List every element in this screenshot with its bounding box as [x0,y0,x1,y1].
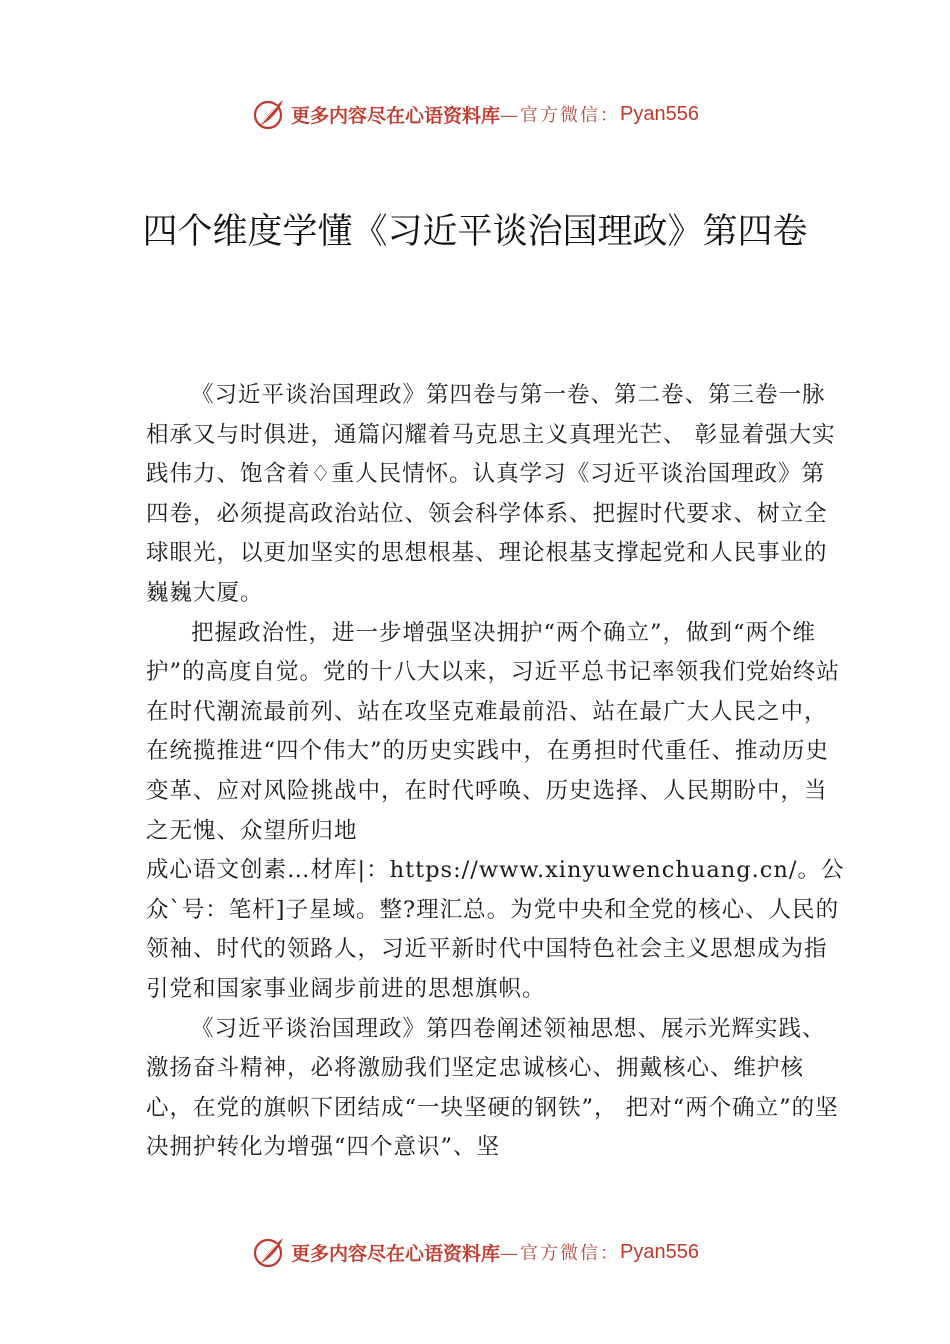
watermark-sub-text: —官方微信： [500,1243,621,1264]
feather-logo-icon [251,96,287,132]
paragraph-2: 把握政治性，进一步增强坚决拥护“两个确立”，做到“两个维护”的高度自觉。党的十八大以来，习近平总书记率领我们党始终站在时代潮流最前列、站在攻坚克难最前沿、站在最广大人民之中，在统揽推进“四个伟大”的历史实践中，在勇担时代重任、推动历史变革、应对风险挑战中，在时代呼唤、历史选择、人民期盼中，当之无愧、众望所归地 [146,619,841,844]
watermark-main-text: 更多内容尽在心语资料库 [291,104,501,127]
paragraph-3: 成心语文创素…材库|：https://www.xinyuwenchuang.cn/。公众`号：笔杆]子星域。整?理汇总。为党中央和全党的核心、人民的领袖、时代的领路人，习近平新时代中国特色社会主义思想成为指引党和国家事业阔步前进的思想旗帜。 [146,857,845,1002]
document-body [146,376,846,1168]
watermark-sub-text: —官方微信： [500,105,621,126]
paragraph-1: 《习近平谈治国理政》第四卷与第一卷、第二卷、第三卷一脉相承又与时俱进，通篇闪耀着马克思主义真理光芒、 彰显着强大实践伟力、饱含着♢重人民情怀。认真学习《习近平谈治国理政》第四卷，必须提高政治站位、领会科学体系、把握时代要求、树立全球眼光，以更加坚实的思想根基、理论根基支撑起党和人民事业的巍巍大厦。 [146,382,836,606]
feather-logo-icon [251,1234,287,1270]
document-title: 四个维度学懂《习近平谈治国理政》第四卷 [142,212,808,252]
watermark-banner-bottom [0,1232,950,1272]
watermark-id-text: Pyan556 [620,102,699,125]
paragraph-4: 《习近平谈治国理政》第四卷阐述领袖思想、展示光辉实践、激扬奋斗精神，必将激励我们坚定忠诚核心、拥戴核心、维护核心，在党的旗帜下团结成“一块坚硬的钢铁”， 把对“两个确立”的坚决拥护转化为增强“四个意识”、坚 [146,1015,839,1161]
watermark-banner-top [0,94,950,134]
watermark-main-text: 更多内容尽在心语资料库 [291,1242,501,1265]
watermark-id-text: Pyan556 [620,1240,699,1263]
